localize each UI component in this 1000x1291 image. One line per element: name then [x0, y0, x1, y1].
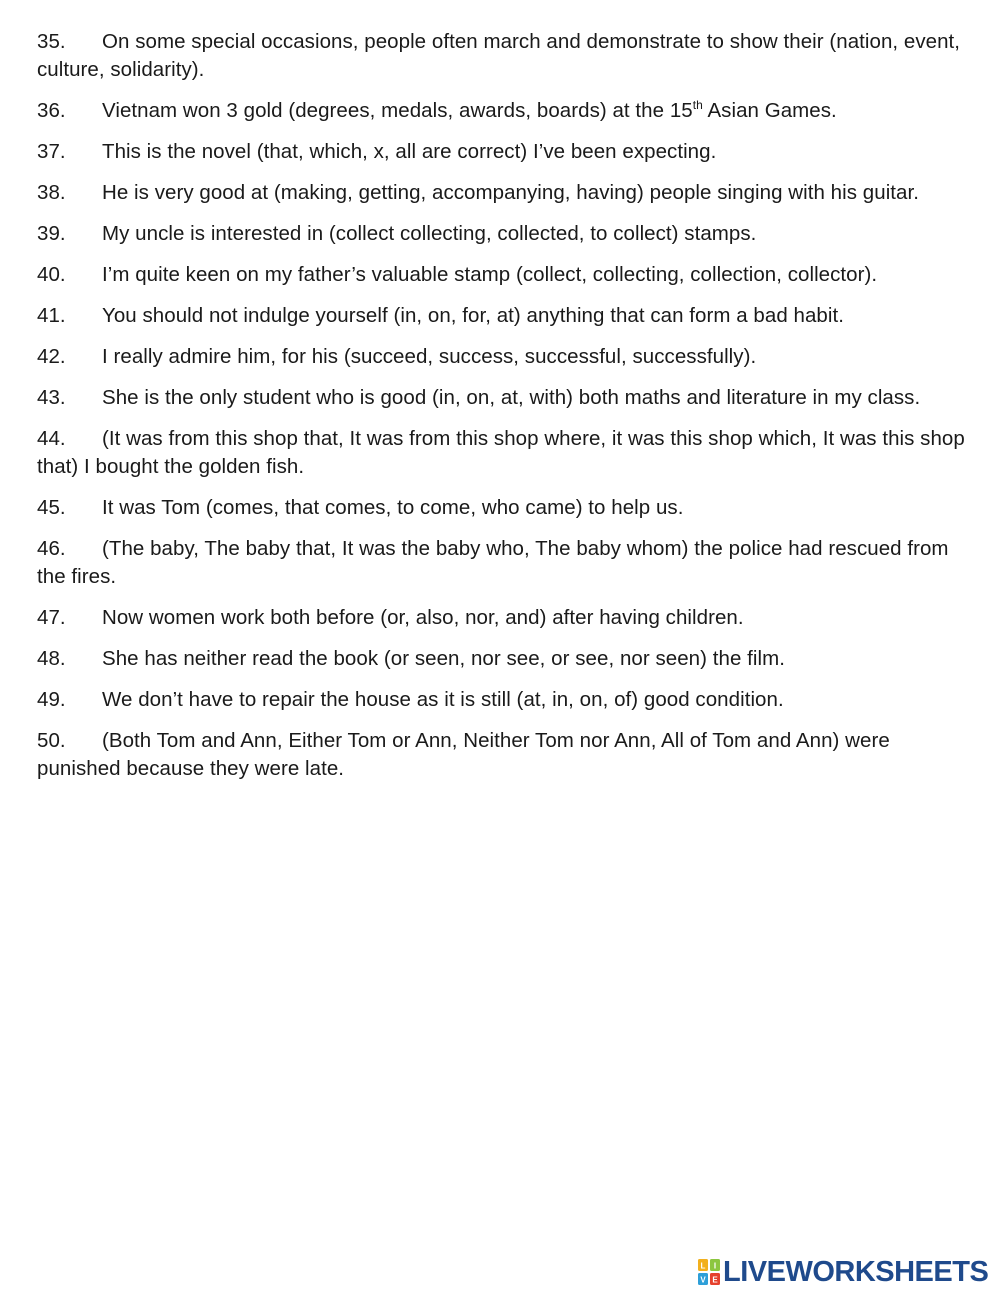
question-47 [37, 604, 965, 632]
question-number: 43. [37, 386, 66, 409]
ordinal-superscript: th [692, 98, 703, 113]
worksheet-questions [37, 28, 965, 796]
question-number: 36. [37, 99, 66, 122]
svg-text:I: I [713, 1261, 717, 1271]
question-text: You should not indulge yourself (in, on, for, at) anything that can form a bad habit. [102, 304, 844, 327]
question-text: It was Tom (comes, that comes, to come, who came) to help us. [102, 496, 684, 519]
liveworksheets-brand [698, 1255, 988, 1289]
question-38 [37, 179, 965, 207]
question-number: 45. [37, 496, 66, 519]
question-text: (The baby, The baby that, It was the baby who, The baby whom) the police had rescued from the fires. [37, 537, 949, 588]
question-number: 49. [37, 688, 66, 711]
question-41 [37, 302, 965, 330]
question-45 [37, 494, 965, 522]
question-text-end: Asian Games. [702, 99, 837, 122]
question-number: 39. [37, 222, 66, 245]
question-text: Now women work both before (or, also, nor, and) after having children. [102, 606, 744, 629]
question-number: 47. [37, 606, 66, 629]
question-37 [37, 138, 965, 166]
question-43 [37, 384, 965, 412]
question-35 [37, 28, 965, 84]
svg-text:L: L [700, 1261, 706, 1271]
question-number: 50. [37, 729, 66, 752]
question-49 [37, 686, 965, 714]
question-text: (It was from this shop that, It was from this shop where, it was this shop which, It was this shop that) I bought the golden fish. [37, 427, 965, 478]
question-text: He is very good at (making, getting, accompanying, having) people singing with his guitar. [102, 181, 919, 204]
question-text: I really admire him, for his (succeed, success, successful, successfully). [102, 345, 757, 368]
question-number: 41. [37, 304, 66, 327]
question-text: She is the only student who is good (in, on, at, with) both maths and literature in my class. [102, 386, 921, 409]
question-text: My uncle is interested in (collect collecting, collected, to collect) stamps. [102, 222, 757, 245]
question-number: 42. [37, 345, 66, 368]
question-text: We don’t have to repair the house as it is still (at, in, on, of) good condition. [102, 688, 784, 711]
question-40 [37, 261, 965, 289]
question-number: 40. [37, 263, 66, 286]
question-number: 46. [37, 537, 66, 560]
question-text: (Both Tom and Ann, Either Tom or Ann, Neither Tom nor Ann, All of Tom and Ann) were punished because they were late. [37, 729, 890, 780]
question-number: 35. [37, 30, 66, 53]
liveworksheets-logo-icon [698, 1259, 720, 1285]
question-48 [37, 645, 965, 673]
question-50 [37, 727, 965, 783]
question-text: On some special occasions, people often march and demonstrate to show their (nation, event, culture, solidarity). [37, 30, 961, 81]
question-text: This is the novel (that, which, x, all are correct) I’ve been expecting. [102, 140, 717, 163]
question-text: Vietnam won 3 gold (degrees, medals, awards, boards) at the 15 [102, 99, 693, 122]
svg-text:E: E [712, 1275, 718, 1285]
question-39 [37, 220, 965, 248]
question-36 [37, 97, 965, 125]
question-44 [37, 425, 965, 481]
question-42 [37, 343, 965, 371]
question-number: 38. [37, 181, 66, 204]
question-number: 48. [37, 647, 66, 670]
question-number: 37. [37, 140, 66, 163]
question-number: 44. [37, 427, 66, 450]
brand-name: LIVEWORKSHEETS [723, 1256, 989, 1288]
question-text: She has neither read the book (or seen, nor see, or see, nor seen) the film. [102, 647, 785, 670]
question-text: I’m quite keen on my father’s valuable stamp (collect, collecting, collection, collector). [102, 263, 878, 286]
question-46 [37, 535, 965, 591]
svg-text:V: V [700, 1275, 706, 1285]
